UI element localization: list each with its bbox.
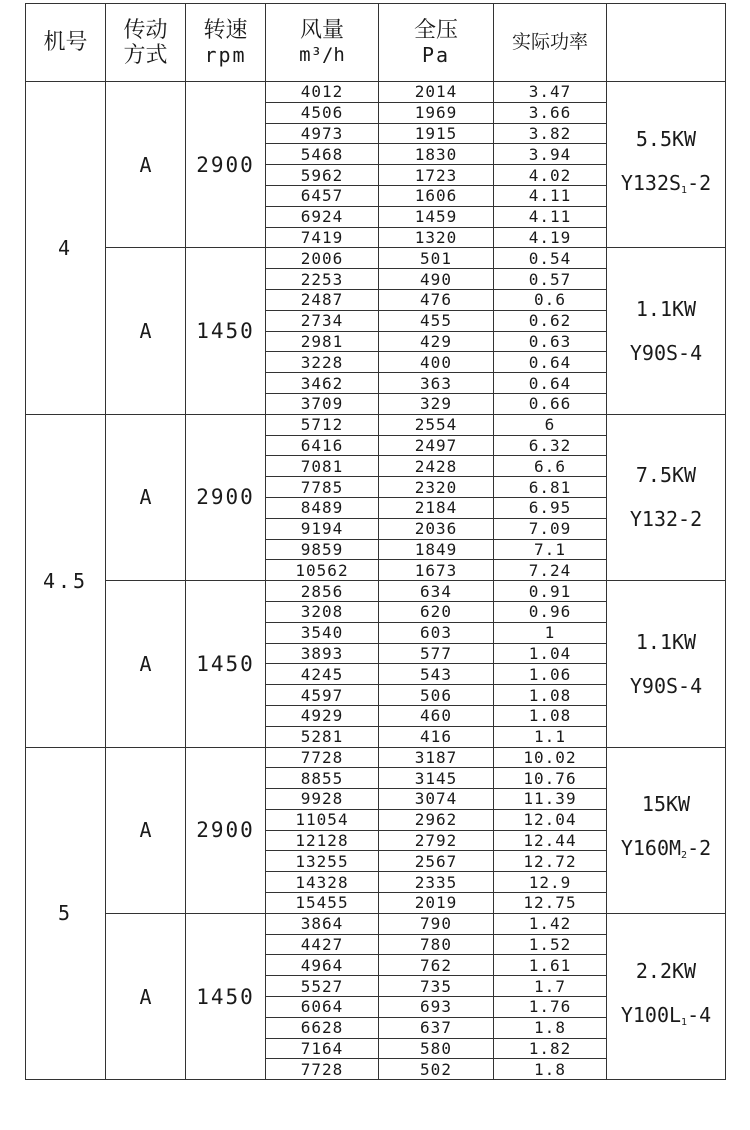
total-pressure-cell: 543 xyxy=(379,664,494,685)
motor-power: 1.1KW xyxy=(635,297,697,322)
airflow-cell: 6064 xyxy=(266,997,379,1018)
actual-power-cell: 0.64 xyxy=(494,373,607,394)
actual-power-cell: 0.66 xyxy=(494,393,607,414)
airflow-cell: 12128 xyxy=(266,830,379,851)
total-pressure-cell: 2019 xyxy=(379,893,494,914)
header-total-pressure: 全压 Pa xyxy=(379,4,494,82)
total-pressure-cell: 2335 xyxy=(379,872,494,893)
total-pressure-cell: 3187 xyxy=(379,747,494,768)
actual-power-cell: 1.08 xyxy=(494,705,607,726)
airflow-cell: 13255 xyxy=(266,851,379,872)
actual-power-cell: 12.04 xyxy=(494,809,607,830)
table-row xyxy=(26,248,726,269)
airflow-cell: 4964 xyxy=(266,955,379,976)
airflow-cell: 2006 xyxy=(266,248,379,269)
drive-mode-cell: A xyxy=(106,581,186,747)
airflow-cell: 5712 xyxy=(266,414,379,435)
actual-power-cell: 3.94 xyxy=(494,144,607,165)
total-pressure-cell: 2184 xyxy=(379,497,494,518)
header-drive-mode: 传动 方式 xyxy=(106,4,186,82)
actual-power-cell: 6.32 xyxy=(494,435,607,456)
airflow-cell: 2734 xyxy=(266,310,379,331)
table-row xyxy=(26,414,726,435)
total-pressure-cell: 2792 xyxy=(379,830,494,851)
airflow-cell: 4973 xyxy=(266,123,379,144)
motor-model xyxy=(607,826,725,878)
drive-mode-cell: A xyxy=(106,913,186,1079)
total-pressure-cell: 329 xyxy=(379,393,494,414)
total-pressure-cell: 502 xyxy=(379,1059,494,1080)
motor-model-prefix: Y90S-4 xyxy=(629,673,703,698)
drive-mode-cell: A xyxy=(106,747,186,913)
motor-power: 1.1KW xyxy=(635,629,697,654)
machine-no-cell: 5 xyxy=(26,747,106,1080)
airflow-cell: 3208 xyxy=(266,601,379,622)
airflow-cell: 4012 xyxy=(266,82,379,103)
total-pressure-cell: 790 xyxy=(379,913,494,934)
motor-model-suffix: -2 xyxy=(687,836,712,861)
total-pressure-cell: 476 xyxy=(379,289,494,310)
total-pressure-cell: 780 xyxy=(379,934,494,955)
actual-power-cell: 7.1 xyxy=(494,539,607,560)
motor-model xyxy=(607,331,725,375)
drive-mode-cell: A xyxy=(106,414,186,580)
actual-power-cell: 0.63 xyxy=(494,331,607,352)
motor-model xyxy=(607,664,725,708)
actual-power-cell: 12.75 xyxy=(494,893,607,914)
speed-cell: 2900 xyxy=(186,747,266,913)
actual-power-cell: 1.04 xyxy=(494,643,607,664)
actual-power-cell: 10.02 xyxy=(494,747,607,768)
motor-model-prefix: Y132S xyxy=(620,170,682,195)
motor-model-prefix: Y160M xyxy=(620,836,682,861)
table-body xyxy=(26,82,726,1080)
airflow-cell: 7419 xyxy=(266,227,379,248)
airflow-cell: 7785 xyxy=(266,477,379,498)
motor-model-prefix: Y100L xyxy=(620,1002,682,1027)
airflow-cell: 7164 xyxy=(266,1038,379,1059)
header-actual-power: 实际功率 xyxy=(494,4,607,82)
airflow-cell: 2856 xyxy=(266,581,379,602)
motor-model-subscript: 1 xyxy=(681,184,688,196)
airflow-cell: 4245 xyxy=(266,664,379,685)
motor-model xyxy=(607,161,725,213)
airflow-cell: 4427 xyxy=(266,934,379,955)
actual-power-cell: 3.66 xyxy=(494,102,607,123)
total-pressure-cell: 506 xyxy=(379,685,494,706)
actual-power-cell: 1.61 xyxy=(494,955,607,976)
total-pressure-cell: 762 xyxy=(379,955,494,976)
actual-power-cell: 1.8 xyxy=(494,1059,607,1080)
actual-power-cell: 4.11 xyxy=(494,185,607,206)
actual-power-cell: 12.72 xyxy=(494,851,607,872)
total-pressure-cell: 693 xyxy=(379,997,494,1018)
total-pressure-cell: 455 xyxy=(379,310,494,331)
actual-power-cell: 1.82 xyxy=(494,1038,607,1059)
total-pressure-cell: 1849 xyxy=(379,539,494,560)
speed-cell: 2900 xyxy=(186,414,266,580)
airflow-cell: 15455 xyxy=(266,893,379,914)
total-pressure-cell: 1320 xyxy=(379,227,494,248)
machine-no-cell: 4.5 xyxy=(26,414,106,747)
actual-power-cell: 3.82 xyxy=(494,123,607,144)
total-pressure-cell: 735 xyxy=(379,976,494,997)
actual-power-cell: 3.47 xyxy=(494,82,607,103)
airflow-cell: 3709 xyxy=(266,393,379,414)
motor-model-suffix: -4 xyxy=(687,1002,712,1027)
airflow-cell: 3864 xyxy=(266,913,379,934)
actual-power-cell: 4.02 xyxy=(494,165,607,186)
total-pressure-cell: 2497 xyxy=(379,435,494,456)
actual-power-cell: 12.9 xyxy=(494,872,607,893)
actual-power-cell: 10.76 xyxy=(494,768,607,789)
motor-model xyxy=(607,993,725,1045)
motor-model-subscript: 2 xyxy=(681,850,688,862)
total-pressure-cell: 363 xyxy=(379,373,494,394)
airflow-cell: 6628 xyxy=(266,1017,379,1038)
motor-cell xyxy=(607,248,726,414)
table-row xyxy=(26,913,726,934)
airflow-cell: 3540 xyxy=(266,622,379,643)
motor-power: 15KW xyxy=(641,792,691,817)
motor-cell xyxy=(607,414,726,580)
actual-power-cell: 1.42 xyxy=(494,913,607,934)
motor-cell xyxy=(607,913,726,1079)
total-pressure-cell: 2320 xyxy=(379,477,494,498)
header-airflow: 风量 m³/h xyxy=(266,4,379,82)
total-pressure-cell: 501 xyxy=(379,248,494,269)
actual-power-cell: 1.08 xyxy=(494,685,607,706)
motor-cell xyxy=(607,82,726,248)
total-pressure-cell: 1459 xyxy=(379,206,494,227)
airflow-cell: 3462 xyxy=(266,373,379,394)
airflow-cell: 14328 xyxy=(266,872,379,893)
total-pressure-cell: 3145 xyxy=(379,768,494,789)
airflow-cell: 4597 xyxy=(266,685,379,706)
total-pressure-cell: 490 xyxy=(379,269,494,290)
table-row xyxy=(26,82,726,103)
actual-power-cell: 0.6 xyxy=(494,289,607,310)
airflow-cell: 3228 xyxy=(266,352,379,373)
total-pressure-cell: 2036 xyxy=(379,518,494,539)
total-pressure-cell: 620 xyxy=(379,601,494,622)
actual-power-cell: 4.19 xyxy=(494,227,607,248)
total-pressure-cell: 2428 xyxy=(379,456,494,477)
total-pressure-cell: 603 xyxy=(379,622,494,643)
motor-power: 2.2KW xyxy=(635,958,697,983)
airflow-cell: 5962 xyxy=(266,165,379,186)
airflow-cell: 11054 xyxy=(266,809,379,830)
header-machine-no: 机号 xyxy=(26,4,106,82)
total-pressure-cell: 1723 xyxy=(379,165,494,186)
actual-power-cell: 0.54 xyxy=(494,248,607,269)
actual-power-cell: 1.1 xyxy=(494,726,607,747)
speed-cell: 1450 xyxy=(186,248,266,414)
airflow-cell: 10562 xyxy=(266,560,379,581)
total-pressure-cell: 1673 xyxy=(379,560,494,581)
actual-power-cell: 0.96 xyxy=(494,601,607,622)
actual-power-cell: 12.44 xyxy=(494,830,607,851)
airflow-cell: 4929 xyxy=(266,705,379,726)
drive-mode-cell: A xyxy=(106,82,186,248)
airflow-cell: 5527 xyxy=(266,976,379,997)
header-speed: 转速 rpm xyxy=(186,4,266,82)
total-pressure-cell: 1969 xyxy=(379,102,494,123)
total-pressure-cell: 580 xyxy=(379,1038,494,1059)
table-row xyxy=(26,747,726,768)
actual-power-cell: 0.91 xyxy=(494,581,607,602)
actual-power-cell: 1.52 xyxy=(494,934,607,955)
airflow-cell: 7728 xyxy=(266,1059,379,1080)
airflow-cell: 3893 xyxy=(266,643,379,664)
header-motor xyxy=(607,4,726,82)
airflow-cell: 7081 xyxy=(266,456,379,477)
total-pressure-cell: 2962 xyxy=(379,809,494,830)
total-pressure-cell: 429 xyxy=(379,331,494,352)
speed-cell: 2900 xyxy=(186,82,266,248)
airflow-cell: 8489 xyxy=(266,497,379,518)
airflow-cell: 4506 xyxy=(266,102,379,123)
actual-power-cell: 6.95 xyxy=(494,497,607,518)
airflow-cell: 6457 xyxy=(266,185,379,206)
actual-power-cell: 1 xyxy=(494,622,607,643)
motor-cell xyxy=(607,581,726,747)
motor-model-suffix: -2 xyxy=(687,170,712,195)
total-pressure-cell: 460 xyxy=(379,705,494,726)
actual-power-cell: 1.8 xyxy=(494,1017,607,1038)
header-row xyxy=(26,4,726,82)
actual-power-cell: 7.09 xyxy=(494,518,607,539)
fan-performance-table-sheet xyxy=(25,3,725,1084)
total-pressure-cell: 416 xyxy=(379,726,494,747)
motor-power: 5.5KW xyxy=(635,126,697,151)
airflow-cell: 2253 xyxy=(266,269,379,290)
airflow-cell: 2487 xyxy=(266,289,379,310)
speed-cell: 1450 xyxy=(186,581,266,747)
total-pressure-cell: 2554 xyxy=(379,414,494,435)
actual-power-cell: 1.7 xyxy=(494,976,607,997)
fan-performance-table xyxy=(25,3,726,1080)
total-pressure-cell: 577 xyxy=(379,643,494,664)
actual-power-cell: 6.6 xyxy=(494,456,607,477)
actual-power-cell: 7.24 xyxy=(494,560,607,581)
motor-power: 7.5KW xyxy=(635,463,697,488)
airflow-cell: 6924 xyxy=(266,206,379,227)
actual-power-cell: 1.76 xyxy=(494,997,607,1018)
motor-model-prefix: Y90S-4 xyxy=(629,341,703,366)
total-pressure-cell: 637 xyxy=(379,1017,494,1038)
airflow-cell: 5281 xyxy=(266,726,379,747)
total-pressure-cell: 1830 xyxy=(379,144,494,165)
table-row xyxy=(26,581,726,602)
airflow-cell: 9859 xyxy=(266,539,379,560)
actual-power-cell: 6.81 xyxy=(494,477,607,498)
total-pressure-cell: 2014 xyxy=(379,82,494,103)
actual-power-cell: 6 xyxy=(494,414,607,435)
machine-no-cell: 4 xyxy=(26,82,106,415)
total-pressure-cell: 634 xyxy=(379,581,494,602)
airflow-cell: 8855 xyxy=(266,768,379,789)
total-pressure-cell: 1915 xyxy=(379,123,494,144)
actual-power-cell: 1.06 xyxy=(494,664,607,685)
airflow-cell: 5468 xyxy=(266,144,379,165)
total-pressure-cell: 400 xyxy=(379,352,494,373)
speed-cell: 1450 xyxy=(186,913,266,1079)
total-pressure-cell: 3074 xyxy=(379,789,494,810)
motor-model xyxy=(607,497,725,541)
airflow-cell: 6416 xyxy=(266,435,379,456)
motor-model-subscript: 1 xyxy=(681,1016,688,1028)
motor-cell xyxy=(607,747,726,913)
actual-power-cell: 4.11 xyxy=(494,206,607,227)
total-pressure-cell: 2567 xyxy=(379,851,494,872)
total-pressure-cell: 1606 xyxy=(379,185,494,206)
airflow-cell: 7728 xyxy=(266,747,379,768)
actual-power-cell: 0.62 xyxy=(494,310,607,331)
airflow-cell: 9194 xyxy=(266,518,379,539)
motor-model-prefix: Y132-2 xyxy=(629,507,703,532)
drive-mode-cell: A xyxy=(106,248,186,414)
airflow-cell: 9928 xyxy=(266,789,379,810)
actual-power-cell: 0.57 xyxy=(494,269,607,290)
airflow-cell: 2981 xyxy=(266,331,379,352)
actual-power-cell: 0.64 xyxy=(494,352,607,373)
actual-power-cell: 11.39 xyxy=(494,789,607,810)
